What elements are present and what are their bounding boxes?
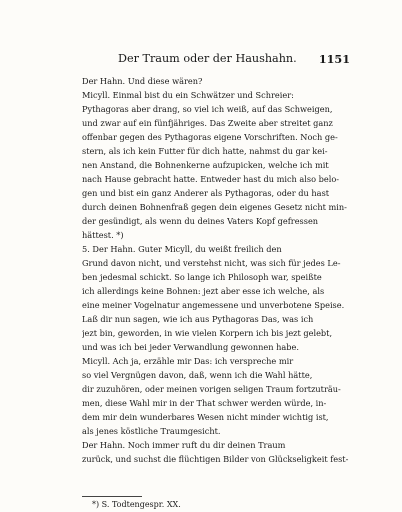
- page-number: 1151: [318, 52, 350, 66]
- text-line: nach Hause gebracht hatte. Entweder hast du mich also belo-: [82, 174, 340, 184]
- text-line: nen Anstand, die Bohnenkerne aufzupicken, welche ich mit: [82, 160, 329, 170]
- text-line: eine meiner Vogelnatur angemessene und unverbotene Speise.: [82, 300, 345, 310]
- text-line: hättest. *): [82, 230, 124, 240]
- text-line: und zwar auf ein fünfjähriges. Das Zweite aber streitet ganz: [82, 118, 333, 128]
- text-line: Micyll. Einmal bist du ein Schwätzer und Schreier:: [82, 90, 294, 100]
- text-line: dem mir dein wunderbares Wesen nicht minder wichtig ist,: [82, 412, 329, 422]
- text-line: durch deinen Bohnenfraß gegen dein eigenes Gesetz nicht min-: [82, 202, 347, 212]
- text-line: der gesündigt, als wenn du deines Vaters Kopf gefressen: [82, 216, 319, 226]
- text-line: Der Hahn. Und diese wären?: [82, 76, 203, 86]
- text-line: Grund davon nicht, und verstehst nicht, was sich für jedes Le-: [82, 258, 341, 268]
- text-line: offenbar gegen des Pythagoras eigene Vorschriften. Noch ge-: [82, 132, 338, 142]
- text-line: Der Hahn. Noch immer ruft du dir deinen Traum: [82, 440, 286, 450]
- text-line: gen und bist ein ganz Anderer als Pythagoras, oder du hast: [82, 188, 330, 198]
- text-line: und was ich bei jeder Verwandlung gewonnen habe.: [82, 342, 299, 352]
- text-line: ich allerdings keine Bohnen: jezt aber esse ich welche, als: [82, 286, 325, 296]
- body-text: [82, 74, 352, 466]
- text-line: ben jedesmal schickt. So lange ich Philosoph war, speißte: [82, 272, 322, 282]
- text-line: so viel Vergnügen davon, daß, wenn ich die Wahl hätte,: [82, 370, 313, 380]
- page-header: [118, 52, 350, 66]
- text-line: stern, als ich kein Futter für dich hatte, nahmst du gar kei-: [82, 146, 328, 156]
- running-head: Der Traum oder der Haushahn.: [118, 52, 297, 65]
- text-line: als jenes köstliche Traumgesicht.: [82, 426, 221, 436]
- text-line: zurück, und suchst die flüchtigen Bilder von Glückseligkeit fest-: [82, 454, 349, 464]
- text-line: Micyll. Ach ja, erzähle mir Das: ich verspreche mir: [82, 356, 294, 366]
- text-line: jezt bin, geworden, in wie vielen Korpern ich bis jezt gelebt,: [82, 328, 333, 338]
- text-line: dir zuzuhören, oder meinen vorigen seligen Traum fortzuträu-: [82, 384, 341, 394]
- footnote-rule: [82, 496, 142, 497]
- footnote: *) S. Todtengespr. XX.: [92, 500, 181, 509]
- text-line: Pythagoras aber drang, so viel ich weiß, auf das Schweigen,: [82, 104, 333, 114]
- text-line: Laß dir nun sagen, wie ich aus Pythagoras Das, was ich: [82, 314, 314, 324]
- text-line: 5. Der Hahn. Guter Micyll, du weißt freilich den: [82, 244, 282, 254]
- text-line: men, diese Wahl mir in der That schwer werden würde, in-: [82, 398, 327, 408]
